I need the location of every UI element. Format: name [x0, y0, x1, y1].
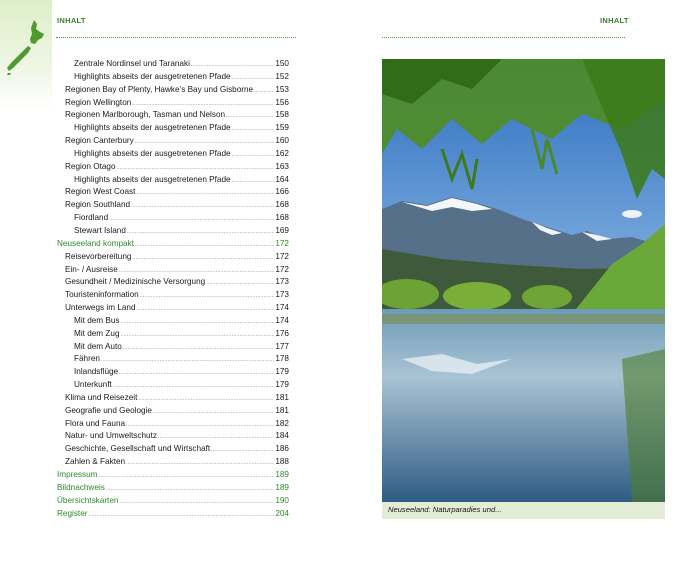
toc-entry-page: 174 — [275, 303, 289, 313]
toc-entry — [57, 456, 289, 469]
toc-entry-title: Geschichte, Gesellschaft und Wirtschaft — [65, 444, 211, 454]
toc-leader-dots — [126, 418, 274, 430]
toc-leader-dots — [191, 58, 274, 70]
toc-entry-title: Natur- und Umweltschutz — [65, 431, 157, 441]
toc-leader-dots — [211, 443, 274, 455]
toc-entry-title: Geografie und Geologie — [65, 405, 152, 415]
toc-entry — [57, 71, 289, 84]
table-of-contents — [57, 58, 289, 520]
toc-leader-dots — [206, 276, 274, 288]
toc-entry-title: Regionen Bay of Plenty, Hawke’s Bay und Gisborne — [65, 84, 254, 94]
toc-entry-page: 179 — [275, 367, 289, 377]
toc-entry — [57, 199, 289, 212]
toc-leader-dots — [135, 238, 274, 250]
toc-entry — [57, 482, 289, 495]
toc-entry-title: Regionen Marlborough, Tasman und Nelson — [65, 110, 226, 120]
toc-entry-title: Klima und Reisezeit — [65, 392, 138, 402]
toc-entry-page: 189 — [275, 482, 289, 492]
toc-leader-dots — [123, 341, 275, 353]
toc-entry — [57, 148, 289, 161]
toc-entry-title: Highlights abseits der ausgetretenen Pfade — [74, 174, 231, 184]
toc-entry — [57, 276, 289, 289]
toc-entry — [57, 392, 289, 405]
toc-entry-page: 178 — [275, 354, 289, 364]
toc-entry-title: Mit dem Bus — [74, 315, 120, 325]
toc-entry-title: Unterkunft — [74, 380, 112, 390]
toc-entry-title: Register — [57, 508, 88, 518]
toc-entry-title: Touristeninformation — [65, 290, 139, 300]
toc-entry-title: Zentrale Nordinsel und Taranaki — [74, 59, 190, 68]
toc-entry-page: 190 — [275, 495, 289, 505]
toc-leader-dots — [254, 84, 274, 96]
toc-leader-dots — [121, 328, 275, 340]
toc-entry — [57, 251, 289, 264]
toc-entry-title: Highlights abseits der ausgetretenen Pfade — [74, 148, 231, 158]
toc-leader-dots — [99, 469, 275, 481]
toc-entry-title: Ein- / Ausreise — [65, 264, 118, 274]
toc-entry — [57, 97, 289, 110]
toc-leader-dots — [119, 264, 275, 276]
toc-leader-dots — [131, 199, 274, 211]
toc-leader-dots — [89, 508, 275, 520]
toc-entry-page: 164 — [275, 174, 289, 184]
toc-entry-title: Flora und Fauna — [65, 418, 126, 428]
toc-entry-title: Region West Coast — [65, 187, 136, 197]
toc-leader-dots — [127, 225, 274, 237]
toc-leader-dots — [132, 251, 274, 263]
toc-entry — [57, 264, 289, 277]
toc-leader-dots — [132, 97, 274, 109]
toc-entry-page: 163 — [275, 161, 289, 171]
toc-leader-dots — [232, 71, 275, 83]
landscape-photo — [382, 59, 665, 502]
toc-entry — [57, 508, 289, 521]
toc-leader-dots — [135, 135, 275, 147]
toc-entry-title: Stewart Island — [74, 225, 126, 235]
toc-entry — [57, 302, 289, 315]
toc-leader-dots — [113, 379, 275, 391]
toc-leader-dots — [232, 122, 275, 134]
header-divider-left — [56, 37, 296, 38]
toc-entry — [57, 186, 289, 199]
toc-entry-page: 177 — [275, 341, 289, 351]
toc-leader-dots — [106, 482, 275, 494]
toc-leader-dots — [109, 212, 274, 224]
toc-entry — [57, 418, 289, 431]
toc-entry-page: 172 — [275, 251, 289, 261]
toc-entry-page: 166 — [275, 187, 289, 197]
toc-leader-dots — [119, 366, 274, 378]
toc-entry-title: Region Canterbury — [65, 136, 134, 146]
toc-entry — [57, 379, 289, 392]
toc-entry-page: 160 — [275, 136, 289, 146]
toc-entry-page: 172 — [275, 264, 289, 274]
toc-entry-page: 159 — [275, 123, 289, 133]
toc-entry-page: 173 — [275, 277, 289, 287]
header-divider-right — [382, 37, 625, 38]
toc-entry-title: Highlights abseits der ausgetretenen Pfade — [74, 123, 231, 133]
toc-entry-title: Region Wellington — [65, 97, 132, 107]
toc-entry-title: Fiordland — [74, 213, 109, 223]
toc-entry — [57, 443, 289, 456]
toc-leader-dots — [101, 353, 274, 365]
toc-entry-page: 174 — [275, 315, 289, 325]
toc-leader-dots — [137, 302, 275, 314]
toc-entry-page: 168 — [275, 200, 289, 210]
toc-entry-title: Mit dem Auto — [74, 341, 122, 351]
toc-leader-dots — [158, 430, 274, 442]
toc-leader-dots — [232, 148, 275, 160]
toc-entry — [57, 495, 289, 508]
toc-entry-title: Gesundheit / Medizinische Versorgung — [65, 277, 206, 287]
photo-caption: Neuseeland: Naturparadies und... — [388, 505, 502, 514]
toc-entry-title: Zahlen & Fakten — [65, 457, 126, 467]
toc-entry-page: 189 — [275, 470, 289, 479]
toc-entry-title: Inlandsflüge — [74, 367, 119, 377]
toc-entry-title: Impressum — [57, 470, 98, 479]
toc-entry-title: Fähren — [74, 354, 100, 364]
toc-entry-page: 176 — [275, 328, 289, 338]
toc-entry — [57, 109, 289, 122]
toc-entry-page: 169 — [275, 225, 289, 235]
toc-entry-page: 204 — [275, 508, 289, 518]
toc-entry-title: Übersichtskarten — [57, 495, 119, 505]
toc-entry-title: Unterwegs im Land — [65, 303, 136, 313]
toc-entry — [57, 58, 289, 71]
toc-entry — [57, 366, 289, 379]
toc-entry-title: Highlights abseits der ausgetretenen Pfade — [74, 71, 231, 81]
toc-entry-page: 172 — [275, 238, 289, 248]
toc-entry — [57, 405, 289, 418]
toc-leader-dots — [121, 315, 275, 327]
toc-entry — [57, 341, 289, 354]
toc-entry — [57, 430, 289, 443]
toc-entry — [57, 289, 289, 302]
toc-entry-page: 150 — [275, 59, 289, 68]
toc-entry-page: 152 — [275, 71, 289, 81]
toc-entry-page: 182 — [275, 418, 289, 428]
toc-entry — [57, 212, 289, 225]
toc-entry — [57, 161, 289, 174]
toc-leader-dots — [232, 174, 275, 186]
toc-entry — [57, 135, 289, 148]
toc-entry-page: 156 — [275, 97, 289, 107]
toc-entry-page: 186 — [275, 444, 289, 454]
toc-leader-dots — [136, 186, 274, 198]
toc-entry — [57, 84, 289, 97]
running-head-left: INHALT — [57, 16, 86, 25]
toc-entry-title: Reisevorbereitung — [65, 251, 132, 261]
toc-leader-dots — [226, 109, 274, 121]
toc-entry-page: 181 — [275, 392, 289, 402]
toc-leader-dots — [153, 405, 274, 417]
toc-entry-page: 153 — [275, 84, 289, 94]
toc-entry — [57, 238, 289, 251]
toc-leader-dots — [126, 456, 274, 468]
toc-leader-dots — [140, 289, 275, 301]
toc-leader-dots — [117, 161, 275, 173]
toc-entry — [57, 315, 289, 328]
toc-entry-title: Neuseeland kompakt — [57, 238, 134, 248]
toc-entry — [57, 225, 289, 238]
running-head-right: INHALT — [600, 16, 629, 25]
toc-entry — [57, 469, 289, 482]
toc-entry-title: Bildnachweis — [57, 482, 105, 492]
toc-entry — [57, 328, 289, 341]
toc-entry-title: Region Southland — [65, 200, 131, 210]
toc-entry — [57, 174, 289, 187]
toc-entry-page: 168 — [275, 213, 289, 223]
toc-entry-page: 162 — [275, 148, 289, 158]
toc-entry-page: 184 — [275, 431, 289, 441]
toc-entry-page: 179 — [275, 380, 289, 390]
toc-leader-dots — [119, 495, 274, 507]
toc-entry-page: 181 — [275, 405, 289, 415]
toc-entry-title: Region Otago — [65, 161, 116, 171]
toc-entry-page: 173 — [275, 290, 289, 300]
toc-entry — [57, 122, 289, 135]
toc-leader-dots — [138, 392, 274, 404]
new-zealand-map-icon — [4, 18, 48, 76]
toc-entry — [57, 353, 289, 366]
toc-entry-page: 158 — [275, 110, 289, 120]
toc-entry-title: Mit dem Zug — [74, 328, 120, 338]
toc-entry-page: 188 — [275, 457, 289, 467]
